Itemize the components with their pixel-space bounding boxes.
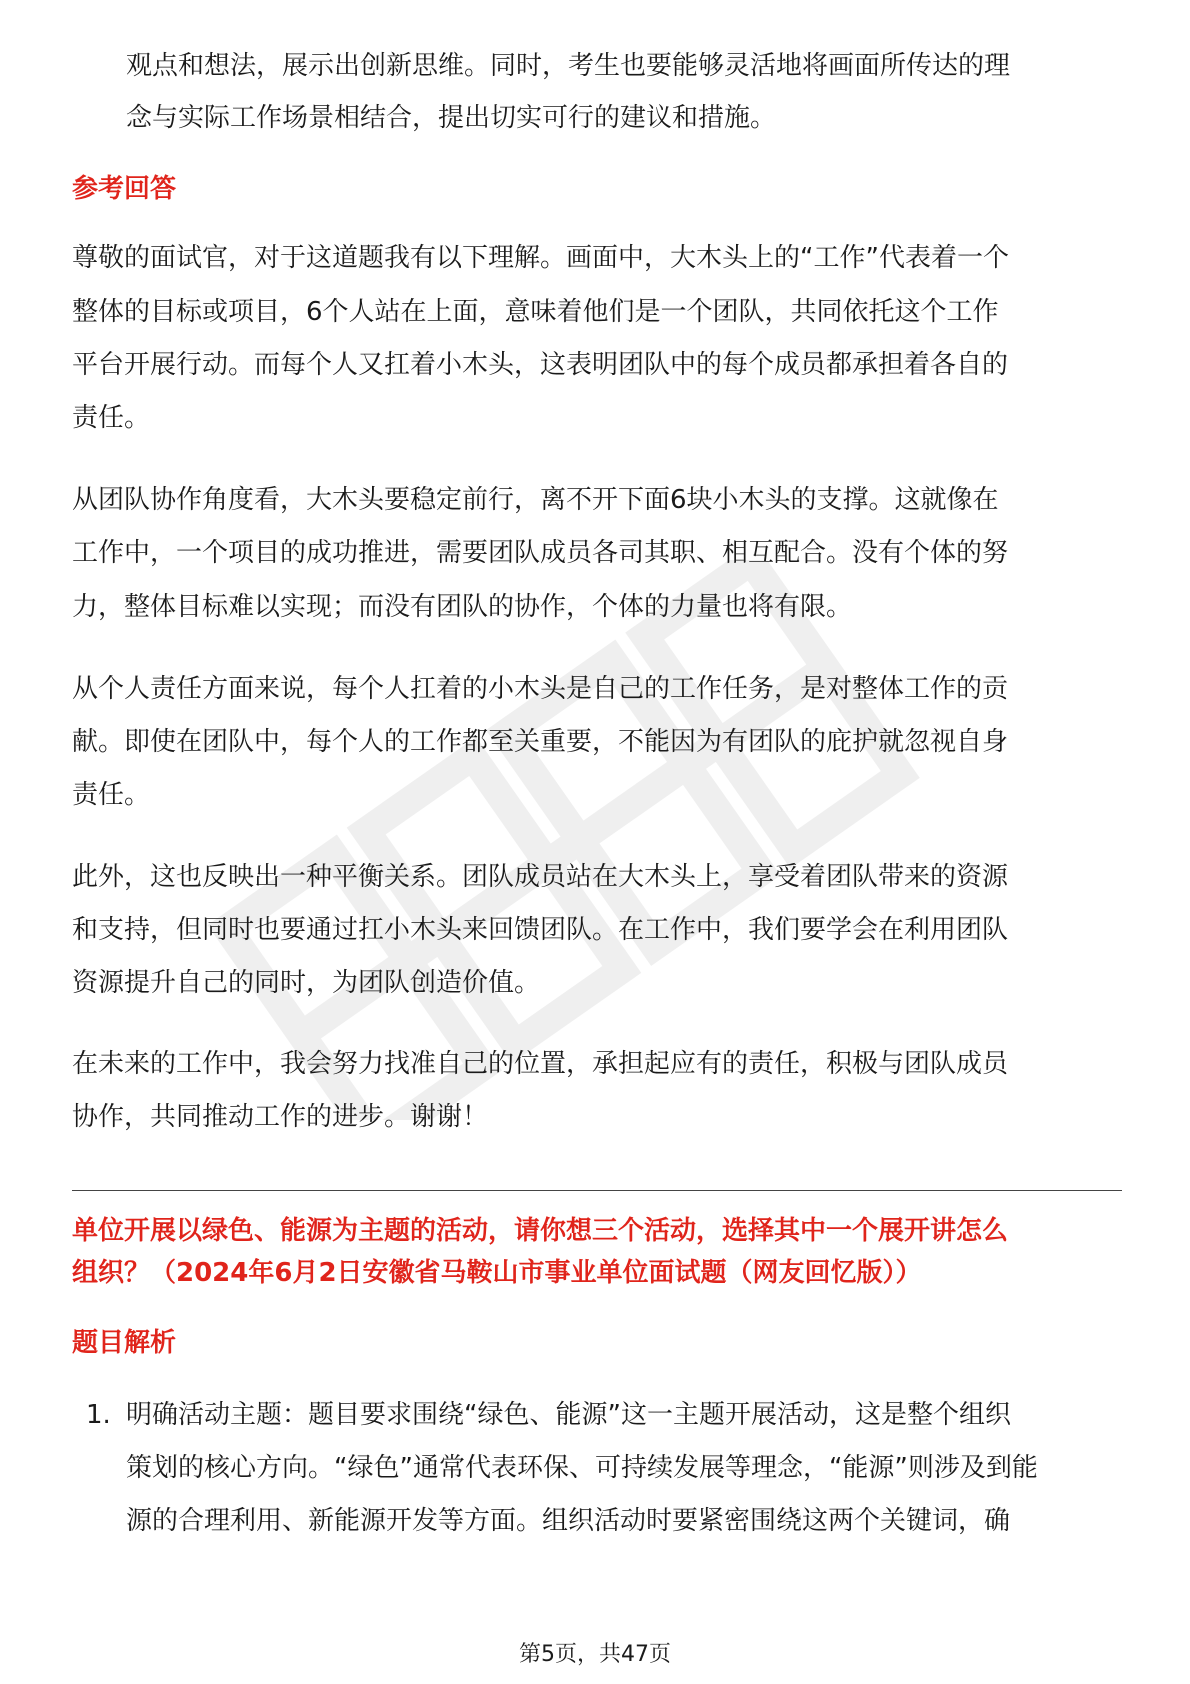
question-title-line: 单位开展以绿色、能源为主题的活动，请你想三个活动，选择其中一个展开讲怎么 <box>72 1216 1009 1246</box>
page-footer: 第5页，共47页 <box>519 1642 671 1667</box>
answer-line: 责任。 <box>72 403 151 433</box>
section-divider <box>72 1190 1122 1191</box>
answer-line: 整体的目标或项目，6个人站在上面，意味着他们是一个团队，共同依托这个工作 <box>72 297 999 327</box>
answer-line: 和支持，但同时也要通过扛小木头来回馈团队。在工作中，我们要学会在利用团队 <box>72 915 1009 945</box>
intro-line: 观点和想法，展示出创新思维。同时，考生也要能够灵活地将画面所传达的理 <box>126 51 1011 81</box>
intro-line: 念与实际工作场景相结合，提出切实可行的建议和措施。 <box>126 103 777 133</box>
answer-line: 从团队协作角度看，大木头要稳定前行，离不开下面6块小木头的支撑。这就像在 <box>72 485 999 515</box>
answer-line: 此外，这也反映出一种平衡关系。团队成员站在大木头上，享受着团队带来的资源 <box>72 862 1009 892</box>
answer-line: 工作中，一个项目的成功推进，需要团队成员各司其职、相互配合。没有个体的努 <box>72 538 1009 568</box>
answer-line: 在未来的工作中，我会努力找准自己的位置，承担起应有的责任，积极与团队成员 <box>72 1049 1009 1079</box>
list-item-number: 1. <box>86 1400 111 1430</box>
answer-line: 尊敬的面试官，对于这道题我有以下理解。画面中，大木头上的“工作”代表着一个 <box>72 243 1009 273</box>
analysis-heading: 题目解析 <box>72 1328 177 1358</box>
reference-answer-heading: 参考回答 <box>72 174 177 204</box>
answer-line: 力，整体目标难以实现；而没有团队的协作，个体的力量也将有限。 <box>72 592 853 622</box>
answer-line: 平台开展行动。而每个人又扛着小木头，这表明团队中的每个成员都承担着各自的 <box>72 350 1009 380</box>
answer-line: 从个人责任方面来说，每个人扛着的小木头是自己的工作任务，是对整体工作的贡 <box>72 674 1009 704</box>
watermark-graphic <box>200 560 960 1120</box>
analysis-line: 明确活动主题：题目要求围绕“绿色、能源”这一主题开展活动，这是整个组织 <box>126 1400 1011 1430</box>
answer-line: 资源提升自己的同时，为团队创造价值。 <box>72 968 541 998</box>
answer-line: 协作，共同推动工作的进步。谢谢！ <box>72 1102 489 1132</box>
analysis-line: 源的合理利用、新能源开发等方面。组织活动时要紧密围绕这两个关键词，确 <box>126 1506 1011 1536</box>
question-title-line: 组织？（2024年6月2日安徽省马鞍山市事业单位面试题（网友回忆版）） <box>72 1258 922 1288</box>
answer-line: 责任。 <box>72 780 151 810</box>
analysis-line: 策划的核心方向。“绿色”通常代表环保、可持续发展等理念，“能源”则涉及到能 <box>126 1453 1038 1483</box>
answer-line: 献。即使在团队中，每个人的工作都至关重要，不能因为有团队的庇护就忽视自身 <box>72 727 1009 757</box>
